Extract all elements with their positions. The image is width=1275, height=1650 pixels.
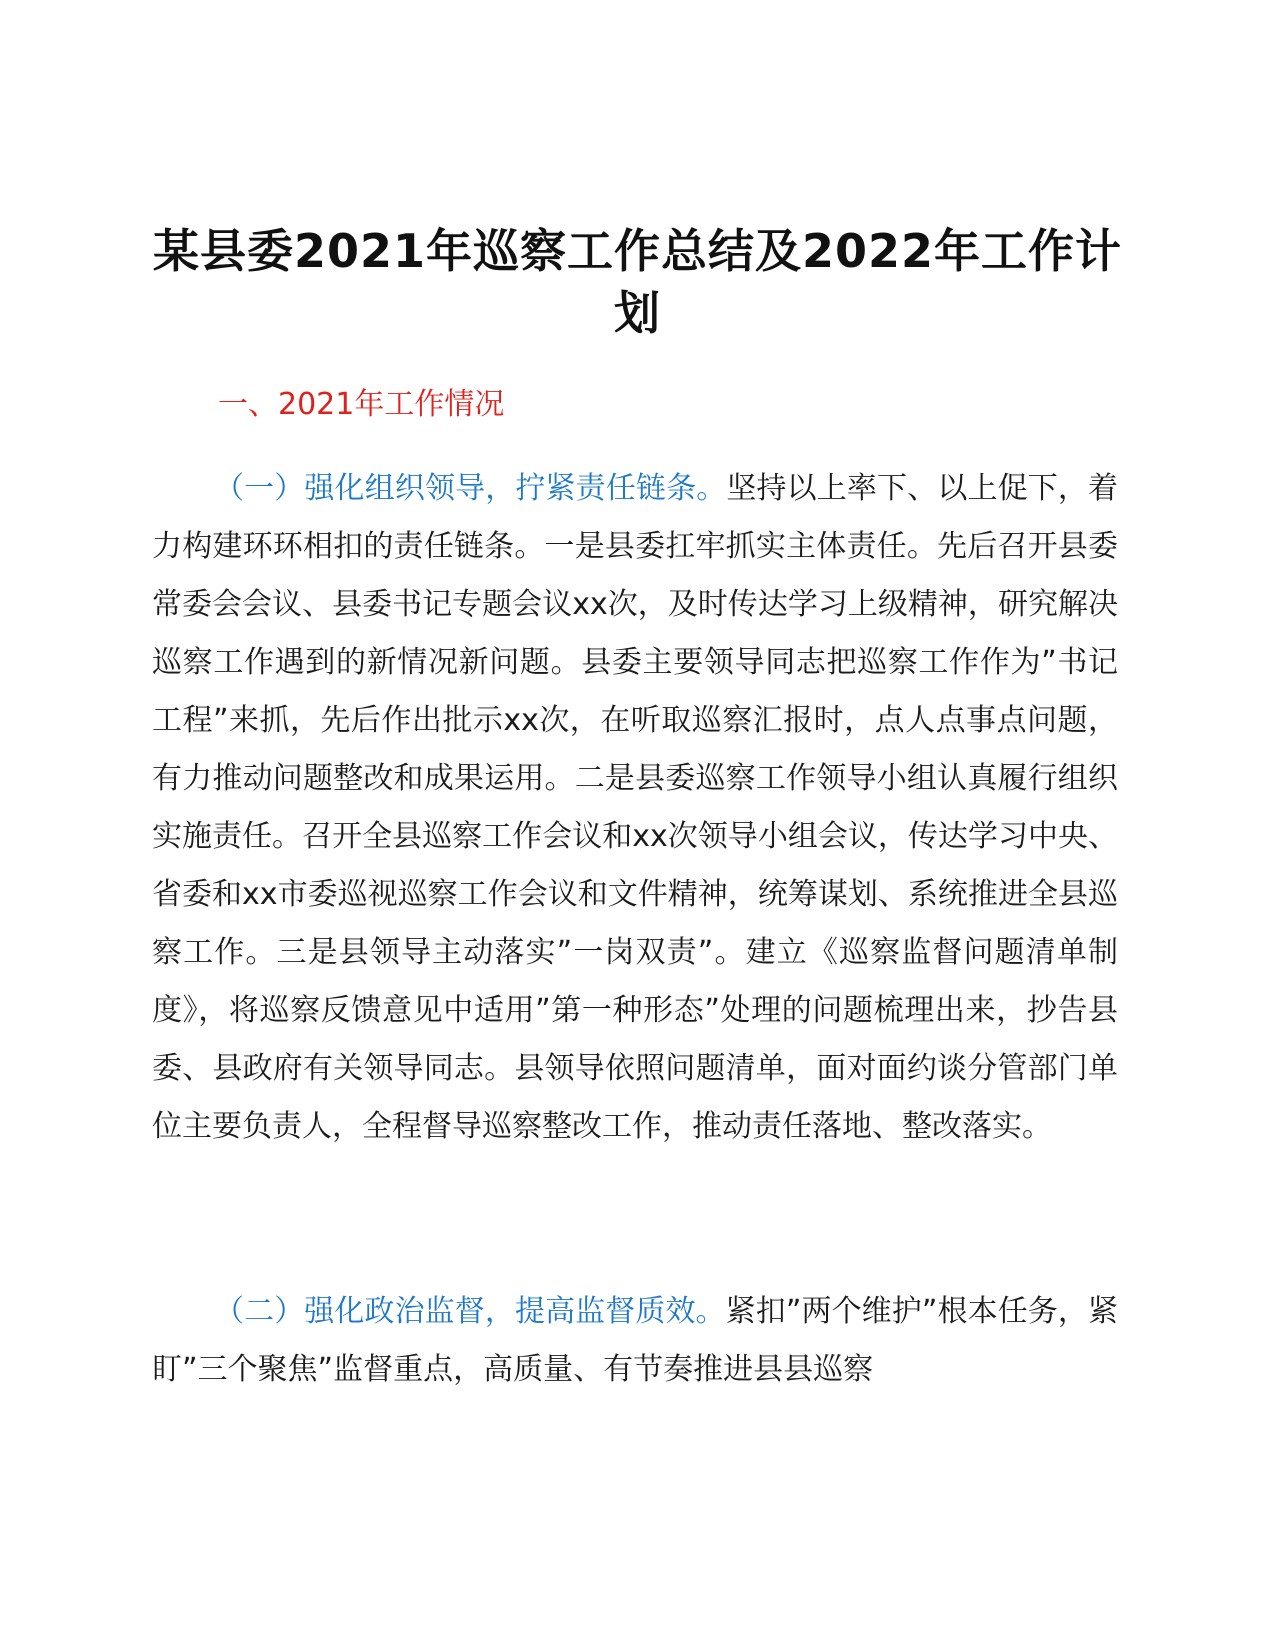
paragraph-political-supervision: [152, 1283, 1118, 1399]
document-title: 某县委2021年巡察工作总结及2022年工作计划: [152, 224, 1123, 340]
paragraph-subheading: （二）强化政治监督，提高监督质效。: [214, 1294, 726, 1329]
section-heading-work-status: 一、2021年工作情况: [218, 387, 505, 422]
paragraph-body: 紧扣”两个维护”根本任务，紧盯”三个聚焦”监督重点，高质量、有节奏推进县县巡察: [152, 1294, 1118, 1387]
paragraph-subheading: （一）强化组织领导，拧紧责任链条。: [214, 471, 727, 506]
paragraph-body: 坚持以上率下、以上促下，着力构建环环相扣的责任链条。一是县委扛牢抓实主体责任。先后召开县委常委会会议、县委书记专题会议xx次，及时传达学习上级精神，研究解决巡察工作遇到的新情况新问题。县委主要领导同志把巡察工作作为”书记工程”来抓，先后作出批示xx次，在听取巡察汇报时，点人点事点问题，有力推动问题整改和成果运用。二是县委巡察工作领导小组认真履行组织实施责任。召开全县巡察工作会议和xx次领导小组会议，传达学习中央、省委和xx市委巡视巡察工作会议和文件精神，统筹谋划、系统推进全县巡察工作。三是县领导主动落实”一岗双责”。建立《巡察监督问题清单制度》，将巡察反馈意见中适用”第一种形态”处理的问题梳理出来，抄告县委、县政府有关领导同志。县领导依照问题清单，面对面约谈分管部门单位主要负责人，全程督导巡察整改工作，推动责任落地、整改落实。: [152, 471, 1119, 1144]
paragraph-organizational-leadership: [152, 460, 1118, 1156]
